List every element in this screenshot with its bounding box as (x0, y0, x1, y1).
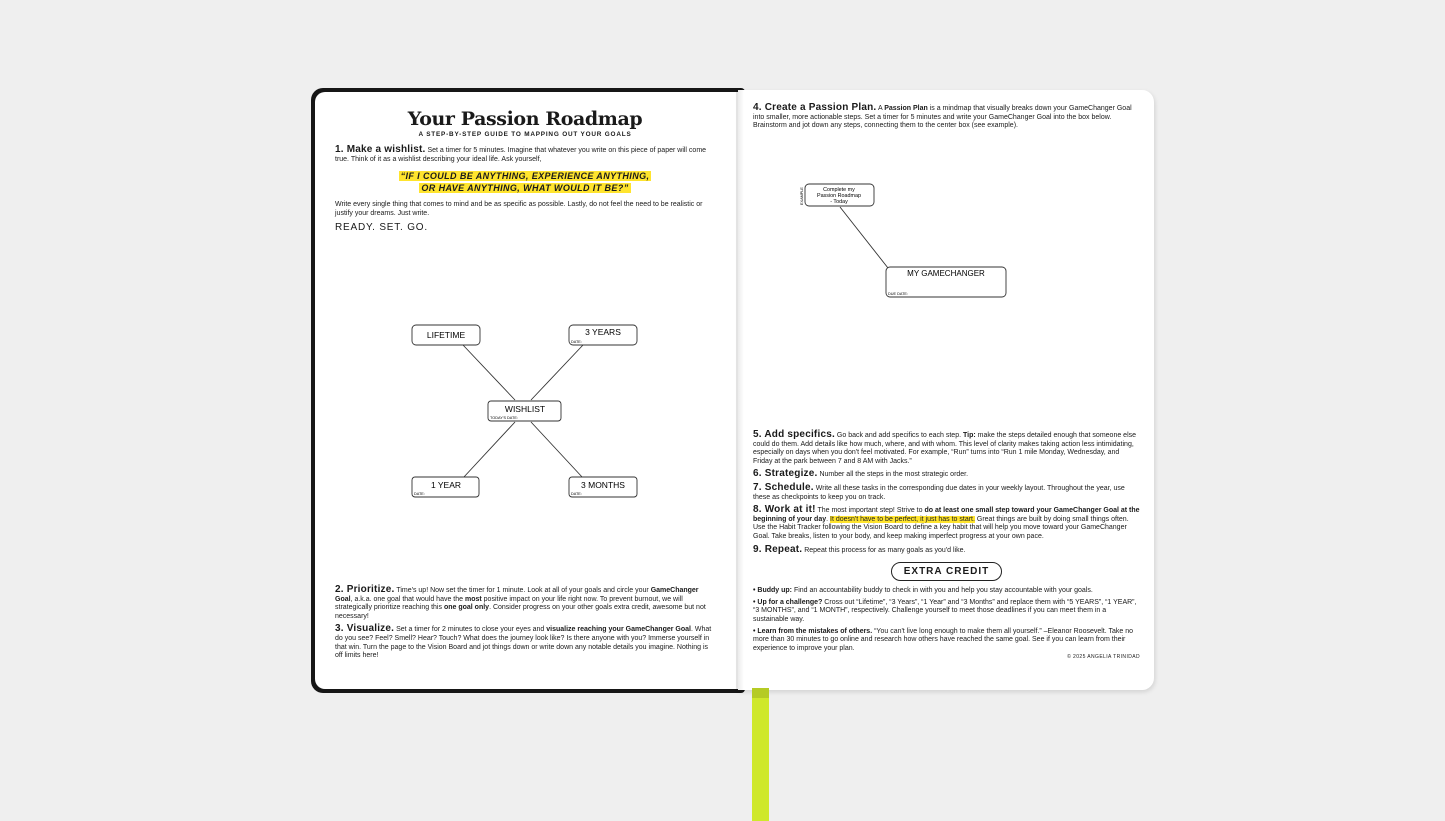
mindmap-box-wishlist[interactable] (488, 401, 561, 421)
step-7 (753, 481, 1140, 502)
step-1-text: Set a timer for 5 minutes. Imagine that whatever you write on this piece of paper will come true. Think of it as a wishlist describing your ideal life. Ask yourself, (335, 147, 707, 163)
step-5-text: make the steps detailed enough that someone else could do them. Add details like how much, where, and with whom. This level of clarity makes taking action less intimidating, especially on days when you don't feel motivated. For example, “Run” turns into “Run 1 mile Monday, Wednesday, and Friday at the park between 7 and 8 AM with Jacks.” (753, 432, 1137, 465)
bullet-text: Find an accountability buddy to check in with you and help you stay accountable with your goals. (792, 587, 1093, 595)
mindmap-box-lifetime[interactable] (412, 325, 480, 345)
bullet-heading: • Learn from the mistakes of others. (753, 627, 873, 635)
step-4-bold: Passion Plan (884, 105, 928, 112)
connector-line (840, 207, 888, 268)
mindmap-box-1-year[interactable] (412, 477, 479, 497)
step-2-bold: GameChanger Goal (335, 587, 699, 603)
step-5-text: Go back and add specifics to each step. (836, 432, 963, 439)
example-tag: EXAMPLE (800, 187, 804, 205)
step-5-heading: 5. Add specifics. (753, 429, 835, 440)
step-3 (335, 625, 715, 660)
quote-line-1: “IF I COULD BE ANYTHING, EXPERIENCE ANYTHING, (400, 171, 650, 182)
step-3-bold: visualize reaching your GameChanger Goal (546, 626, 691, 634)
bullet-heading: • Buddy up: (753, 587, 792, 595)
example-box[interactable] (805, 184, 874, 206)
ribbon-shadow (752, 688, 769, 698)
step-1-instructions: Write every single thing that comes to mind and be as specific as possible. Lastly, do not feel the need to be realistic or justify your dreams. Just write. (335, 201, 703, 217)
step-7-text: Write all these tasks in the corresponding due dates in your weekly layout. Throughout the year, use these as checkpoints to keep you on track. (753, 484, 1125, 501)
bullet-item (753, 587, 1140, 596)
box-label: LIFETIME (426, 330, 466, 340)
step-4-text: A (877, 105, 885, 112)
box-label: WISHLIST (504, 404, 546, 414)
copyright: © 2025 ANGELIA TRINIDAD (1067, 654, 1140, 661)
left-lower-steps (335, 586, 715, 665)
step-9 (753, 543, 1140, 556)
my-gamechanger-box[interactable] (886, 267, 1006, 297)
step-6-heading: 6. Strategize. (753, 468, 818, 480)
step-2-text: , a.k.a. one goal that would have the (350, 595, 465, 603)
bullet-heading: • Up for a challenge? (753, 598, 823, 606)
step-3-text: Set a timer for 2 minutes to close your eyes and (396, 626, 547, 634)
example-line: - Today (830, 199, 848, 205)
step-8-text: The most important step! Strive to (817, 507, 925, 515)
mindmap-box-3-months[interactable] (569, 477, 637, 497)
step-5-bold: Tip: (962, 432, 976, 439)
right-page (738, 90, 1154, 690)
step-2-text: positive impact on your life right now. To prevent burnout, we will strategically prioritize reaching this (335, 595, 683, 612)
step-7-heading: 7. Schedule. (753, 481, 814, 493)
date-label: TODAY'S DATE: (490, 416, 518, 420)
example-line: Passion Roadmap (816, 193, 862, 199)
step-1-heading: 1. Make a wishlist. (335, 144, 426, 155)
page-subtitle: A STEP-BY-STEP GUIDE TO MAPPING OUT YOUR GOALS (418, 131, 632, 138)
step-4-text: is a mindmap that visually breaks down your GameChanger Goal into smaller, more actionable steps. Set a timer for 5 minutes and write your GameChanger Goal into the box below. Brainstorm and jot down any steps, connecting them to the center box (see example). (753, 105, 1132, 130)
step-6-text: Number all the steps in the most strategic order. (819, 471, 969, 479)
step-8-bold: do at least one small step toward your GameChanger Goal at the beginning of your day (753, 507, 1140, 523)
date-label: DATE: (571, 492, 582, 496)
extra-credit-badge: EXTRA CREDIT (891, 562, 1003, 581)
extra-credit-section (753, 561, 1140, 581)
right-lower-steps (753, 431, 1140, 660)
step-8 (753, 506, 1140, 541)
step-9-heading: 9. Repeat. (753, 543, 803, 555)
step-4-heading: 4. Create a Passion Plan. (753, 102, 877, 113)
step-2-bold: most (464, 595, 482, 603)
bookmark-ribbon[interactable] (752, 688, 769, 821)
step-8-heading: 8. Work at it! (753, 504, 816, 516)
box-label: 1 YEAR (430, 480, 462, 490)
example-line: Complete my (823, 187, 855, 193)
bullet-text: Cross out “Lifetime”, “3 Years”, “1 Year” and “3 Months” and replace them with “5 YEARS”, “1 YEAR”, “3 MONTHS”, and “1 MONTH”, respectively. Challenge yourself to meet those deadlines if you can meet them in a sustainable way. (753, 598, 1137, 623)
step-2-heading: 2. Prioritize. (335, 584, 395, 595)
step-2-text: . Consider progress on your other goals extra credit, awesome but not necessary! (335, 604, 706, 620)
box-label: 3 YEARS (585, 327, 621, 337)
mindmap-box-3-years[interactable] (569, 325, 637, 345)
connector-line (531, 345, 583, 400)
step-2-text: Time's up! Now set the timer for 1 minute. Look at all of your goals and circle your (396, 587, 651, 594)
step-3-text: . What do you see? Feel? Smell? Hear? Touch? What does the journey look like? Is there anyone with you? Immerse yourself in that win. Turn the page to the Vision Board and jot things down or write down any notable details you imagine. Nothing is off limits here! (335, 626, 712, 660)
step-8-highlight: It doesn't have to be perfect, it just has to start. (830, 515, 975, 523)
box-label: MY GAMECHANGER (907, 269, 985, 278)
page-gutter-shadow (736, 90, 744, 690)
connector-line (463, 422, 515, 478)
quote-line-2: OR HAVE ANYTHING, WHAT WOULD IT BE?” (421, 183, 629, 194)
connector-line (463, 345, 515, 400)
left-page (315, 92, 739, 689)
ready-set-go: READY. SET. GO. (335, 222, 428, 234)
step-6 (753, 470, 1140, 480)
step-3-heading: 3. Visualize. (335, 623, 395, 635)
step-8-text: . (826, 515, 831, 523)
step-5 (753, 431, 1140, 466)
connector-line (531, 422, 583, 478)
page-title: Your Passion Roadmap (407, 108, 643, 130)
bullet-item (753, 628, 1140, 654)
bullet-item (753, 599, 1140, 625)
date-label: DATE: (571, 340, 582, 344)
step-8-text: Great things are built by doing small things often. Use the Habit Tracker following the Vision Board to define a key habit that will help you move toward your GameChanger Goal. Take breaks, listen to your body, and keep making imperfect progress at your own pace. (753, 515, 1129, 540)
step-2 (335, 586, 715, 621)
step-2-bold: one goal only (443, 604, 490, 612)
bullet-text: “You can't live long enough to make them all yourself.” –Eleanor Roosevelt. Take no more than 30 minutes to go online and research how others have reached the same goal. See if you can learn from their experience to improve your plan. (753, 627, 1134, 652)
due-date-label: DUE DATE: (888, 292, 908, 296)
date-label: DATE: (414, 492, 425, 496)
box-label: 3 MONTHS (581, 480, 625, 490)
step-9-text: Repeat this process for as many goals as you'd like. (804, 546, 966, 554)
